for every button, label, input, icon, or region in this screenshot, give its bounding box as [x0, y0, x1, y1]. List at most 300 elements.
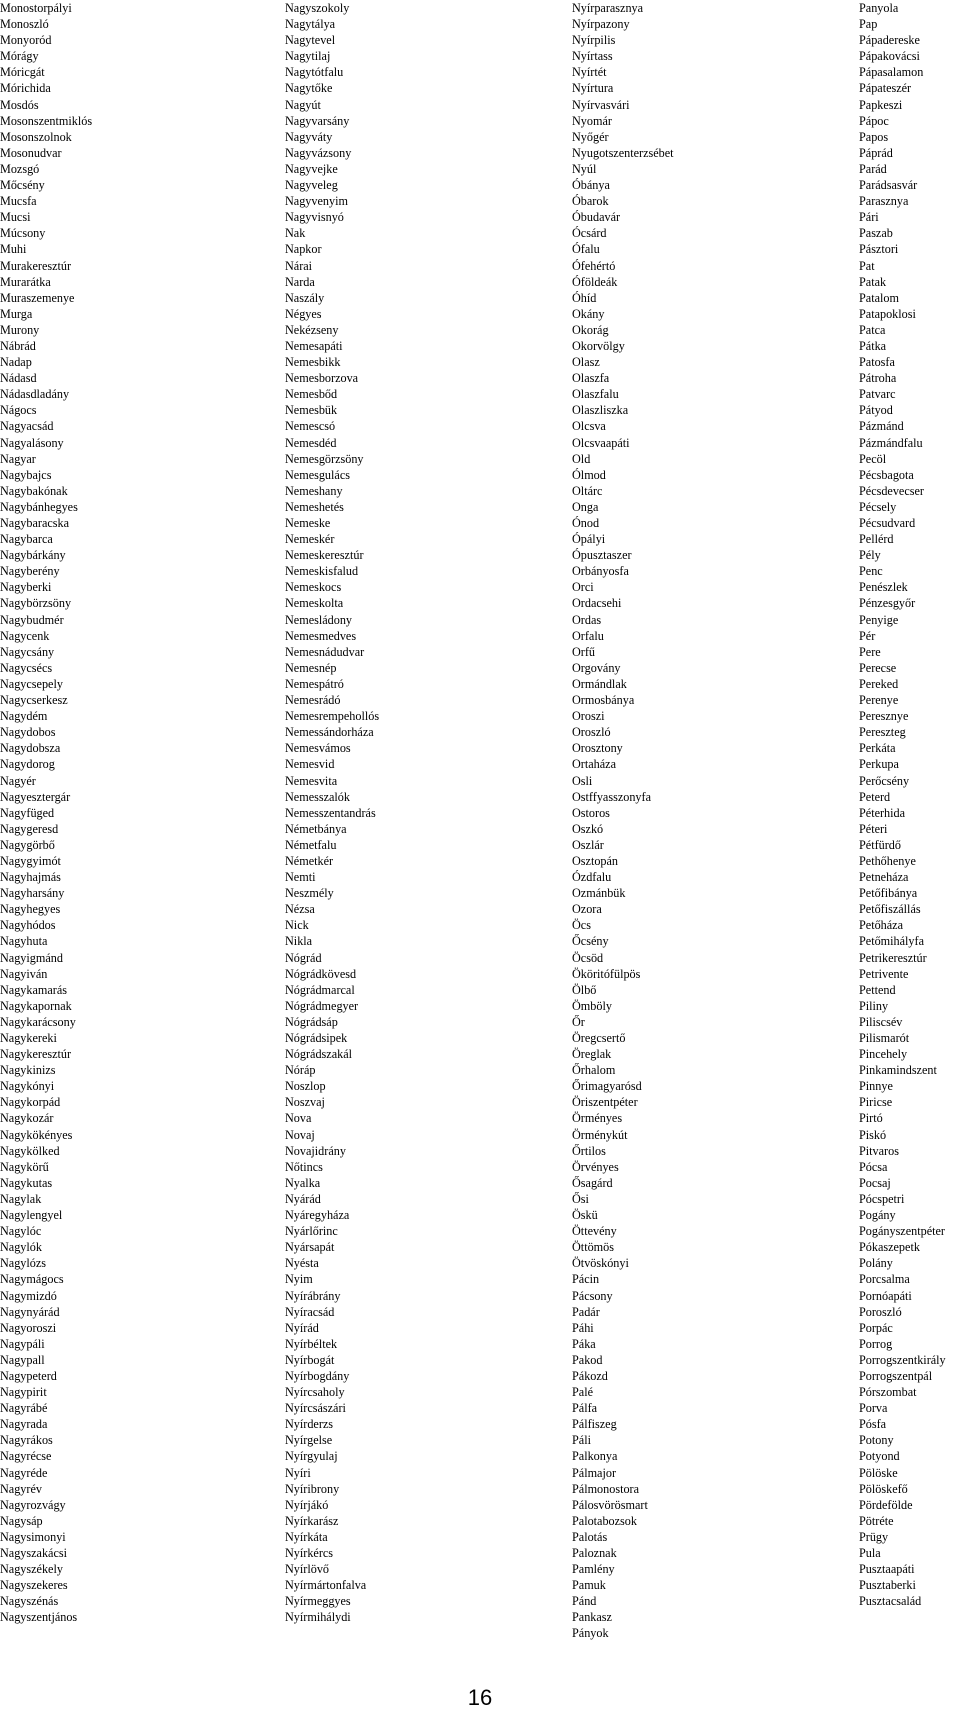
place-name-entry: Nagyberki [0, 580, 52, 595]
place-name-entry: Nagycsécs [0, 660, 53, 675]
place-name-entry: Nagykökényes [0, 1127, 73, 1142]
place-name-entry: Móricgát [0, 65, 45, 80]
place-name-entry: Penyige [859, 612, 899, 627]
place-name-entry: Nyárlőrinc [285, 1224, 338, 1239]
place-name-entry: Nick [285, 918, 309, 933]
place-name-entry: Nemesrádó [285, 693, 341, 708]
place-name-entry: Öreglak [572, 1047, 612, 1062]
place-name-entry: Ófehértó [572, 258, 616, 273]
place-name-entry: Olaszfa [572, 371, 610, 386]
place-name-entry: Nagykozár [0, 1111, 54, 1126]
place-name-entry: Nemeskolta [285, 596, 344, 611]
place-name-entry: Murakeresztúr [0, 258, 72, 273]
place-name-entry: Nyírkarász [285, 1513, 339, 1528]
place-name-entry: Nagyfüged [0, 805, 55, 820]
place-name-entry: Pápasalamon [859, 65, 924, 80]
place-name-entry: Nagylóc [0, 1224, 42, 1239]
place-name-entry: Ősi [572, 1191, 589, 1206]
place-name-entry: Petneháza [859, 870, 909, 885]
place-name-entry: Nógrád [285, 950, 322, 965]
place-name-entry: Nemesszentandrás [285, 805, 376, 820]
place-name-entry: Orfű [572, 644, 596, 659]
place-name-entry: Ozmánbük [572, 886, 626, 901]
place-name-entry: Nagyhegyes [0, 902, 61, 917]
place-name-entry: Nagybánhegyes [0, 499, 78, 514]
place-name-entry: Óbudavár [572, 210, 621, 225]
place-name-entry: Nagygeresd [0, 821, 59, 836]
place-name-entry: Nagyér [0, 773, 36, 788]
place-name-entry: Pári [859, 210, 879, 225]
place-name-entry: Oltárc [572, 483, 603, 498]
place-name-entry: Öregcsertő [572, 1031, 626, 1045]
place-name-entry: Nagyhódos [0, 918, 56, 933]
place-name-entry: Ozora [572, 902, 602, 917]
place-name-column-2 [285, 0, 379, 1625]
place-name-entry: Négyes [285, 306, 322, 321]
place-name-entry: Pat [859, 258, 875, 273]
place-name-entry: Padár [572, 1304, 600, 1319]
place-name-entry: Nagyharsány [0, 886, 65, 901]
place-name-entry: Panyola [859, 1, 899, 15]
place-name-entry: Patak [859, 274, 887, 289]
place-name-entry: Pettend [859, 982, 896, 997]
place-name-entry: Ópusztaszer [572, 548, 632, 563]
place-name-entry: Nyíribrony [285, 1481, 340, 1496]
place-name-entry: Öriszentpéter [572, 1095, 638, 1110]
place-name-entry: Perkáta [859, 741, 896, 756]
place-name-entry: Pápateszér [859, 81, 912, 96]
place-name-entry: Nyírmihálydi [285, 1610, 351, 1625]
place-name-entry: Nagykamarás [0, 982, 68, 997]
place-name-entry: Nagycsány [0, 644, 55, 659]
place-name-entry: Nagyrozvágy [0, 1497, 66, 1512]
place-name-entry: Nőtincs [285, 1159, 323, 1174]
place-name-entry: Németbánya [285, 821, 347, 836]
place-name-entry: Mórichida [0, 81, 51, 96]
place-name-entry: Poroszló [859, 1304, 902, 1319]
place-name-entry: Mosonszentmiklós [0, 113, 93, 128]
place-name-entry: Palé [572, 1385, 593, 1400]
place-name-entry: Okány [572, 306, 605, 321]
place-name-entry: Pósfa [859, 1417, 887, 1432]
place-name-entry: Nemesmedves [285, 628, 357, 643]
place-name-entry: Nógrádmarcal [285, 982, 355, 997]
place-name-entry: Öcsöd [572, 950, 604, 965]
place-name-entry: Ordas [572, 612, 602, 627]
place-name-entry: Pördefölde [859, 1497, 913, 1512]
place-name-entry: Pátroha [859, 371, 897, 386]
place-name-entry: Páka [572, 1336, 596, 1351]
place-name-entry: Pecöl [859, 451, 887, 466]
place-name-entry: Óhíd [572, 290, 597, 305]
place-name-entry: Nagymizdó [0, 1288, 57, 1303]
place-name-entry: Pötréte [859, 1513, 894, 1528]
place-name-entry: Perkupa [859, 757, 899, 772]
place-name-entry: Nemesvámos [285, 741, 351, 756]
place-name-entry: Pátyod [859, 403, 893, 418]
place-name-entry: Pázmánd [859, 419, 904, 434]
place-name-column-3 [572, 0, 674, 1642]
place-name-entry: Nagybudmér [0, 612, 64, 627]
place-name-entry: Perecse [859, 660, 897, 675]
place-name-entry: Nagyrada [0, 1417, 48, 1432]
place-name-entry: Nagytilaj [285, 49, 331, 64]
place-name-entry: Pálfiszeg [572, 1417, 617, 1432]
place-name-entry: Őrtilos [572, 1143, 606, 1158]
place-name-entry: Oszkó [572, 821, 604, 836]
place-name-entry: Nyírmártonfalva [285, 1578, 367, 1593]
place-name-entry: Nyárád [285, 1191, 321, 1206]
place-name-entry: Naszály [285, 290, 325, 305]
place-name-entry: Monyoród [0, 33, 52, 48]
place-name-entry: Ortaháza [572, 757, 616, 772]
place-name-entry: Paloznak [572, 1546, 617, 1560]
place-name-entry: Petőmihályfa [859, 934, 924, 949]
place-name-entry: Nemesgulács [285, 467, 350, 482]
place-name-entry: Nárai [285, 258, 313, 273]
place-name-entry: Ölbő [572, 982, 597, 997]
place-name-entry: Orosztony [572, 741, 623, 756]
place-name-entry: Nyugotszenterzsébet [572, 145, 674, 160]
place-name-entry: Nemesgörzsöny [285, 451, 364, 466]
place-name-entry: Nyírbogdány [285, 1368, 350, 1383]
place-name-entry: Nagyréde [0, 1465, 48, 1480]
place-name-entry: Nagytőke [285, 81, 333, 96]
place-name-entry: Orfalu [572, 628, 604, 643]
place-name-entry: Penészlek [859, 580, 908, 595]
place-name-entry: Nak [285, 226, 306, 241]
place-name-entry: Nyírpilis [572, 33, 616, 48]
place-name-entry: Piskó [859, 1127, 887, 1142]
place-name-entry: Nemesdéd [285, 435, 337, 450]
place-name-entry: Ónod [572, 516, 600, 530]
place-name-entry: Pula [859, 1546, 881, 1560]
place-name-entry: Nyírád [285, 1320, 319, 1335]
place-name-entry: Okorvölgy [572, 338, 625, 353]
place-name-entry: Örvényes [572, 1159, 619, 1174]
place-name-entry: Murga [0, 306, 33, 321]
place-name-entry: Potony [859, 1433, 894, 1448]
place-name-entry: Oroszi [572, 709, 605, 724]
page-number: 16 [467, 1685, 493, 1710]
place-name-entry: Nagykeresztúr [0, 1047, 72, 1062]
place-name-entry: Nagydobsza [0, 741, 61, 756]
place-name-entry: Nyomár [572, 113, 612, 128]
place-name-entry: Pécsbagota [859, 467, 914, 482]
place-name-entry: Palotabozsok [572, 1513, 637, 1528]
place-name-entry: Nagylak [0, 1191, 42, 1206]
place-name-entry: Porrogszentkirály [859, 1352, 946, 1367]
place-name-entry: Nyírtass [572, 49, 613, 64]
place-name-entry: Mucsfa [0, 194, 37, 209]
place-name-entry: Nyírtét [572, 65, 607, 80]
place-name-entry: Nemeshetés [285, 499, 344, 514]
place-name-entry: Nagyszokoly [285, 1, 350, 15]
place-name-entry: Pátka [859, 338, 887, 353]
place-name-entry: Nemespátró [285, 676, 344, 691]
place-name-entry: Nagysimonyi [0, 1529, 66, 1544]
place-name-entry: Nemesvita [285, 773, 338, 788]
place-name-entry: Pécsely [859, 499, 897, 514]
place-name-entry: Páli [572, 1433, 591, 1448]
place-name-entry: Németfalu [285, 837, 337, 852]
place-name-entry: Orbányosfa [572, 564, 629, 579]
place-name-entry: Mőcsény [0, 178, 45, 193]
place-name-entry: Piliny [859, 998, 889, 1013]
place-name-entry: Piliscsév [859, 1014, 903, 1029]
place-name-entry: Nagykörű [0, 1159, 49, 1174]
place-name-entry: Nagyesztergár [0, 789, 71, 804]
place-name-entry: Nagylózs [0, 1256, 47, 1271]
place-name-entry: Nemesborzova [285, 371, 359, 386]
place-name-entry: Olcsvaapáti [572, 435, 630, 450]
place-name-entry: Neszmély [285, 886, 334, 901]
place-name-entry: Nagyar [0, 451, 36, 466]
place-name-entry: Németkér [285, 853, 334, 868]
place-name-entry: Pusztaapáti [859, 1562, 915, 1577]
place-name-entry: Parádsasvár [859, 178, 918, 193]
place-name-entry: Pitvaros [859, 1143, 899, 1158]
place-name-entry: Pogányszentpéter [859, 1224, 945, 1239]
place-name-entry: Nyírkáta [285, 1529, 328, 1544]
place-name-entry: Perenye [859, 693, 899, 708]
place-name-entry: Nagykinizs [0, 1063, 56, 1078]
place-name-entry: Potyond [859, 1449, 900, 1464]
place-name-entry: Nagyút [285, 97, 321, 112]
place-name-entry: Pásztori [859, 242, 899, 257]
place-name-entry: Óbánya [572, 178, 610, 193]
place-name-entry: Nyúl [572, 161, 597, 176]
place-name-entry: Pócsa [859, 1159, 888, 1174]
place-name-entry: Pethőhenye [859, 853, 916, 868]
place-name-entry: Ócsárd [572, 226, 607, 241]
place-name-entry: Murony [0, 322, 40, 337]
place-name-entry: Pécsudvard [859, 516, 916, 530]
place-name-entry: Nagyvázsony [285, 145, 352, 160]
place-name-entry: Nagyoroszi [0, 1320, 57, 1335]
place-name-entry: Nagynyárád [0, 1304, 60, 1319]
place-name-entry: Porrog [859, 1336, 893, 1351]
place-name-entry: Nagyszakácsi [0, 1546, 68, 1560]
place-name-entry: Patvarc [859, 387, 896, 402]
place-name-entry: Nyírtura [572, 81, 614, 96]
place-name-entry: Old [572, 451, 591, 466]
place-name-entry: Palotás [572, 1529, 608, 1544]
place-name-entry: Nógrádsipek [285, 1031, 348, 1045]
place-name-entry: Nyírvasvári [572, 97, 630, 112]
place-name-entry: Nemescsó [285, 419, 336, 434]
place-name-entry: Nyírbéltek [285, 1336, 338, 1351]
place-name-entry: Oroszló [572, 725, 611, 740]
place-name-entry: Noszlop [285, 1079, 326, 1094]
place-name-entry: Novaj [285, 1127, 315, 1142]
place-name-entry: Nagykutas [0, 1175, 53, 1190]
place-name-entry: Nyíracsád [285, 1304, 335, 1319]
place-name-entry: Patosfa [859, 355, 895, 370]
place-name-entry: Osztopán [572, 853, 619, 868]
place-name-entry: Onga [572, 499, 599, 514]
place-name-entry: Örménykút [572, 1127, 628, 1142]
place-name-entry: Parasznya [859, 194, 909, 209]
place-name-entry: Nagykölked [0, 1143, 60, 1158]
place-name-entry: Nágocs [0, 403, 37, 418]
place-name-entry: Nagybajcs [0, 467, 52, 482]
place-name-entry: Ököritófülpös [572, 966, 641, 981]
place-name-entry: Pusztaberki [859, 1578, 916, 1593]
place-name-entry: Pély [859, 548, 881, 563]
place-name-entry: Nagyrév [0, 1481, 42, 1496]
place-name-entry: Pilismarót [859, 1031, 910, 1045]
place-name-entry: Nemeskocs [285, 580, 342, 595]
place-name-entry: Pácin [572, 1272, 600, 1287]
place-name-entry: Patapoklosi [859, 306, 916, 321]
place-name-entry: Pankasz [572, 1610, 612, 1625]
place-name-entry: Pincehely [859, 1047, 908, 1062]
place-name-entry: Nagygyimót [0, 853, 61, 868]
place-name-entry: Pénzesgyőr [859, 596, 916, 611]
place-name-entry: Nemesrempehollós [285, 709, 380, 724]
place-name-entry: Nemessándorháza [285, 725, 374, 740]
place-name-entry: Pókaszepetk [859, 1240, 920, 1255]
place-name-entry: Páprád [859, 145, 893, 160]
place-name-entry: Pereszteg [859, 725, 906, 740]
place-name-entry: Ormosbánya [572, 693, 635, 708]
place-name-entry: Pálfa [572, 1401, 598, 1416]
place-name-entry: Nyíri [285, 1465, 311, 1480]
place-name-entry: Muraszemenye [0, 290, 75, 305]
place-name-entry: Nagymágocs [0, 1272, 64, 1287]
place-name-entry: Nagybakónak [0, 483, 68, 498]
place-name-entry: Nagyrákos [0, 1433, 53, 1448]
place-name-entry: Nádasdladány [0, 387, 70, 402]
place-name-entry: Nyírpazony [572, 17, 630, 32]
place-name-entry: Nemesvid [285, 757, 335, 772]
place-name-entry: Nyírgyulaj [285, 1449, 338, 1464]
place-name-entry: Ózdfalu [572, 870, 612, 885]
place-name-entry: Pirtó [859, 1111, 883, 1126]
place-name-entry: Orci [572, 580, 594, 595]
place-name-entry: Nemesbikk [285, 355, 341, 370]
place-name-entry: Pusztacsalád [859, 1594, 922, 1609]
place-name-entry: Nemesszalók [285, 789, 350, 804]
place-name-entry: Pákozd [572, 1368, 608, 1383]
place-name-entry: Nemeshany [285, 483, 343, 498]
place-name-entry: Muhi [0, 242, 27, 257]
place-name-entry: Nagypáli [0, 1336, 45, 1351]
place-name-entry: Nagykarácsony [0, 1014, 76, 1029]
place-name-entry: Noszvaj [285, 1095, 325, 1110]
place-name-entry: Pere [859, 644, 881, 659]
place-name-entry: Nagybarca [0, 532, 53, 547]
place-name-entry: Nagylók [0, 1240, 42, 1255]
place-name-entry: Pápoc [859, 113, 889, 128]
place-name-entry: Nagycserkesz [0, 693, 68, 708]
place-name-entry: Őrhalom [572, 1063, 616, 1078]
place-name-column-1 [0, 0, 92, 1625]
place-name-entry: Nyírcsaholy [285, 1385, 345, 1400]
place-name-entry: Porva [859, 1401, 888, 1416]
place-name-entry: Pereked [859, 676, 899, 691]
place-name-entry: Nemeskisfalud [285, 564, 359, 579]
place-name-entry: Monoszló [0, 17, 49, 32]
place-name-entry: Pálmonostora [572, 1481, 640, 1496]
place-name-entry: Nagybörzsöny [0, 596, 72, 611]
place-name-entry: Mosonszolnok [0, 129, 72, 144]
place-name-entry: Parád [859, 161, 887, 176]
place-name-entry: Nyírgelse [285, 1433, 333, 1448]
place-name-entry: Nagybaracska [0, 516, 70, 530]
place-name-entry: Öcs [572, 918, 591, 933]
place-name-entry: Novajidrány [285, 1143, 346, 1158]
place-name-entry: Ostffyasszonyfa [572, 789, 651, 804]
place-name-entry: Nyim [285, 1272, 313, 1287]
place-name-entry: Nagycsepely [0, 676, 63, 691]
place-name-entry: Nagyvisnyó [285, 210, 344, 225]
place-name-entry: Napkor [285, 242, 322, 257]
place-name-entry: Mosonudvar [0, 145, 62, 160]
place-name-entry: Piricse [859, 1095, 893, 1110]
place-name-entry: Orgovány [572, 660, 621, 675]
place-name-entry: Pölöske [859, 1465, 898, 1480]
place-name-entry: Nemeskeresztúr [285, 548, 364, 563]
place-name-entry: Pölöskefő [859, 1481, 908, 1496]
place-name-entry: Nemeskér [285, 532, 335, 547]
place-name-entry: Nagysáp [0, 1513, 43, 1528]
place-name-entry: Narda [285, 274, 315, 289]
place-name-entry: Öttömös [572, 1240, 614, 1255]
place-name-entry: Mozsgó [0, 161, 40, 176]
place-name-entry: Nagyvejke [285, 161, 338, 176]
place-name-entry: Nagytótfalu [285, 65, 344, 80]
place-name-entry: Ófalu [572, 242, 600, 257]
place-name-entry: Nagyberény [0, 564, 60, 579]
place-name-entry: Ópályi [572, 532, 606, 547]
place-name-entry: Peterd [859, 789, 891, 804]
place-name-entry: Nyáregyháza [285, 1208, 350, 1223]
place-name-entry: Pápakovácsi [859, 49, 920, 64]
place-name-entry: Nagykónyi [0, 1079, 55, 1094]
place-name-entry: Osli [572, 773, 593, 788]
place-name-entry: Ötvöskónyi [572, 1256, 629, 1271]
place-name-entry: Múcsony [0, 226, 46, 241]
place-name-entry: Nagyszentjános [0, 1610, 78, 1625]
place-name-entry: Nézsa [285, 902, 315, 917]
place-name-entry: Polány [859, 1256, 893, 1271]
place-name-entry: Nemti [285, 870, 316, 885]
place-name-entry: Nagykapornak [0, 998, 72, 1013]
place-name-entry: Nyésta [285, 1256, 319, 1271]
place-name-entry: Pócspetri [859, 1191, 905, 1206]
place-name-entry: Pórszombat [859, 1385, 917, 1400]
place-name-entry: Őr [572, 1014, 585, 1029]
place-name-entry: Murarátka [0, 274, 51, 289]
place-name-entry: Pinnye [859, 1079, 893, 1094]
place-name-entry: Péteri [859, 821, 888, 836]
place-name-entry: Oszlár [572, 837, 604, 852]
place-name-entry: Pázmándfalu [859, 435, 923, 450]
place-name-entry: Pap [859, 17, 878, 32]
place-name-entry: Nagyrábé [0, 1401, 48, 1416]
place-name-entry: Petrivente [859, 966, 909, 981]
place-name-entry: Nagycenk [0, 628, 50, 643]
place-name-entry: Nemesnép [285, 660, 337, 675]
place-name-entry: Nagydém [0, 709, 48, 724]
place-name-entry: Petrikeresztúr [859, 950, 927, 965]
place-name-entry: Nyalka [285, 1175, 321, 1190]
place-name-entry: Paszab [859, 226, 893, 241]
place-name-entry: Nagyszékely [0, 1562, 63, 1577]
place-name-entry: Nemesbük [285, 403, 338, 418]
